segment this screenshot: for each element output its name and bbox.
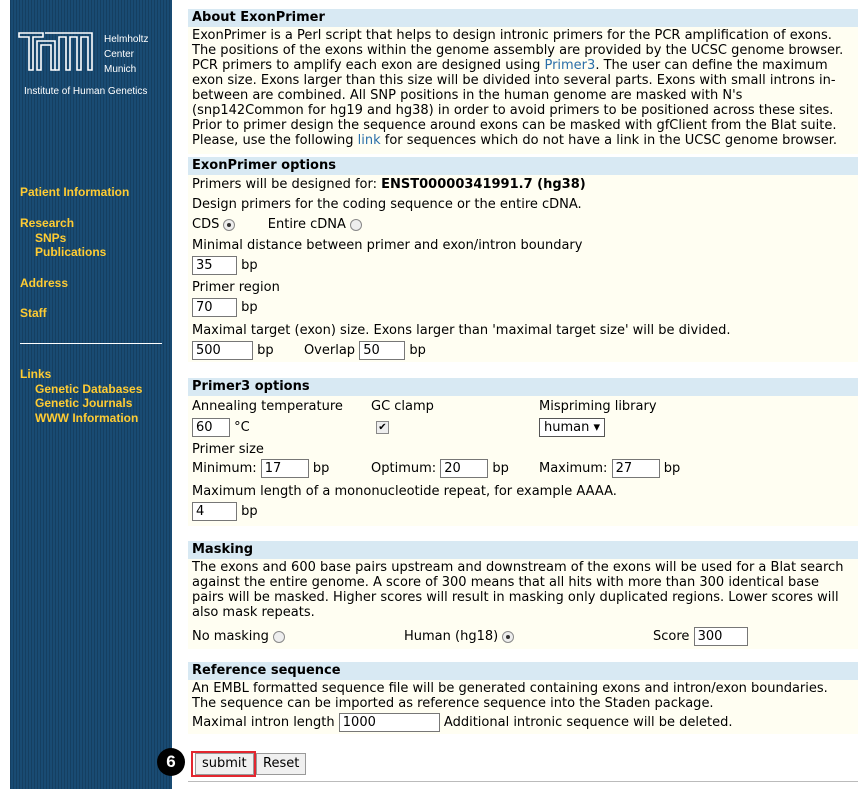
gc-clamp-row: [376, 420, 389, 435]
max-target-input[interactable]: [192, 341, 253, 360]
min-distance-label: Minimal distance between primer and exon/intron boundary: [192, 238, 583, 253]
maximum-row: [539, 459, 680, 478]
nav-www-information[interactable]: WWW Information: [35, 411, 139, 425]
design-choice-row: [192, 217, 362, 232]
nav-snps[interactable]: SNPs: [35, 231, 67, 245]
gc-clamp-label: GC clamp: [371, 399, 434, 414]
primer-size-row: [192, 459, 329, 478]
intron-input[interactable]: [339, 713, 440, 732]
about-section: [188, 9, 858, 154]
about-title: About ExonPrimer: [188, 9, 858, 27]
human-masking-label: Human (hg18): [404, 629, 499, 644]
min-distance-row: [192, 256, 258, 275]
mispriming-row: [539, 418, 605, 437]
nav-research[interactable]: Research: [20, 216, 75, 230]
min-distance-unit: bp: [241, 258, 258, 273]
mispriming-select[interactable]: human ▾: [539, 418, 605, 437]
sidebar: [10, 0, 172, 789]
options-body: [188, 175, 858, 362]
primer-region-unit: bp: [241, 300, 258, 315]
nav-genetic-journals[interactable]: Genetic Journals: [35, 396, 133, 410]
score-input[interactable]: [694, 627, 748, 646]
score-row: [653, 627, 748, 646]
cds-label: CDS: [192, 217, 220, 232]
masking-section: [188, 541, 858, 649]
optimum-label: Optimum:: [371, 461, 437, 476]
cdna-radio[interactable]: [350, 219, 362, 231]
masking-title: Masking: [188, 541, 858, 559]
reference-title: Reference sequence: [188, 662, 858, 680]
human-masking-row: [404, 629, 514, 644]
logo-line-2: Center: [104, 49, 135, 60]
primer-region-row: [192, 298, 258, 317]
masking-text: The exons and 600 base pairs upstream and downstream of the exons will be used for a Blat search against the entire genome. A score of 300 means that all hits with more than 300 identical base pairs will be masked. Higher scores will result in masking only duplicated regions. Lower scores will also mask repeats.: [192, 560, 844, 620]
no-masking-label: No masking: [192, 629, 269, 644]
about-text-2: . The user can define the maximum exon size. Exons larger than this size will be divided into several parts. Exons with small introns in-between are combined. All SNP positions in the human genome are masked with N's (snp142Common for hg19 and hg38) in order to avoid primers to be positioned across these sites. Prior to primer design the sequence around exons can be masked with gfClient from the Blat suite. Please, use the following: [192, 58, 837, 148]
max-target-unit: bp: [257, 343, 274, 358]
masking-body: [188, 559, 858, 649]
primer-region-label: Primer region: [192, 280, 280, 295]
mono-repeat-row: [192, 502, 258, 521]
design-choice-label: Design primers for the coding sequence or the entire cDNA.: [192, 197, 582, 212]
cds-radio[interactable]: [223, 219, 235, 231]
minimum-input[interactable]: [261, 459, 309, 478]
minimum-label: Minimum:: [192, 461, 257, 476]
primer-region-input[interactable]: [192, 298, 237, 317]
maximum-input[interactable]: [612, 459, 660, 478]
intron-row: [192, 713, 733, 732]
logo-line-3: Munich: [104, 64, 137, 75]
overlap-label: Overlap: [303, 343, 356, 358]
tum-logo: [18, 32, 170, 80]
optimum-unit: bp: [492, 461, 509, 476]
tum-logo-icon: [18, 32, 94, 72]
about-body: [188, 27, 858, 154]
nav-divider: [20, 343, 162, 344]
institute-name: Institute of Human Genetics: [24, 86, 148, 97]
optimum-row: [371, 459, 509, 478]
annealing-label: Annealing temperature: [192, 399, 343, 414]
step-badge: 6: [157, 748, 185, 776]
primer3-link[interactable]: Primer3: [544, 58, 596, 73]
overlap-input[interactable]: [359, 341, 405, 360]
min-distance-input[interactable]: [192, 256, 237, 275]
max-target-label: Maximal target (exon) size. Exons larger than 'maximal target size' will be divided.: [192, 323, 731, 338]
primer-size-label: Primer size: [192, 442, 264, 457]
nav-staff[interactable]: Staff: [20, 306, 47, 320]
overlap-unit: bp: [409, 343, 426, 358]
reset-button[interactable]: Reset: [256, 753, 306, 775]
nav-genetic-databases[interactable]: Genetic Databases: [35, 382, 143, 396]
mono-repeat-unit: bp: [241, 504, 258, 519]
designed-for-label: Primers will be designed for:: [192, 177, 377, 192]
transcript-id: ENST00000341991.7 (hg38): [381, 177, 586, 192]
no-masking-radio[interactable]: [273, 631, 285, 643]
options-title: ExonPrimer options: [188, 157, 858, 175]
maximum-unit: bp: [663, 461, 681, 476]
nav-patient-information[interactable]: Patient Information: [20, 185, 130, 199]
optimum-input[interactable]: [440, 459, 488, 478]
intron-label: Maximal intron length: [192, 715, 335, 730]
score-label: Score: [653, 629, 690, 644]
intron-note: Additional intronic sequence will be deleted.: [443, 715, 733, 730]
sequence-link[interactable]: link: [357, 133, 381, 148]
bottom-divider: [188, 781, 858, 782]
mispriming-label: Mispriming library: [539, 399, 657, 414]
designed-for-row: [192, 177, 586, 192]
about-text-3: for sequences which do not have a link in the UCSC genome browser.: [380, 133, 838, 148]
mono-repeat-input[interactable]: [192, 502, 237, 521]
reference-text: An EMBL formatted sequence file will be generated containing exons and intron/exon boundaries. The sequence can be imported as reference sequence into the Staden package.: [192, 681, 828, 711]
nav-links[interactable]: Links: [20, 367, 52, 381]
maximum-label: Maximum:: [539, 461, 608, 476]
gc-clamp-checkbox[interactable]: ✔: [376, 421, 389, 434]
options-section: [188, 157, 858, 362]
no-masking-row: [192, 629, 285, 644]
nav-publications[interactable]: Publications: [35, 245, 107, 259]
minimum-unit: bp: [312, 461, 330, 476]
human-masking-radio[interactable]: [502, 631, 514, 643]
about-text-1: ExonPrimer is a Perl script that helps to design intronic primers for the PCR amplification of exons. The positions of the exons within the genome assembly are provided by the UCSC genome browser. PCR primers to amplify each exon are designed using: [192, 28, 844, 73]
annealing-unit: °C: [234, 420, 250, 435]
logo-line-1: Helmholtz: [104, 34, 149, 45]
reference-body: [188, 680, 858, 734]
max-target-row: [192, 341, 426, 360]
mono-repeat-label: Maximum length of a mononucleotide repeat, for example AAAA.: [192, 484, 617, 499]
nav-address[interactable]: Address: [20, 276, 69, 290]
primer3-section: [188, 378, 858, 526]
cdna-label: Entire cDNA: [267, 217, 346, 232]
annealing-input[interactable]: [192, 418, 230, 437]
annealing-row: [192, 418, 250, 437]
reference-section: [188, 662, 858, 734]
primer3-body: [188, 396, 858, 526]
primer3-title: Primer3 options: [188, 378, 858, 396]
submit-button[interactable]: submit: [195, 753, 254, 775]
about-text: [192, 28, 854, 148]
